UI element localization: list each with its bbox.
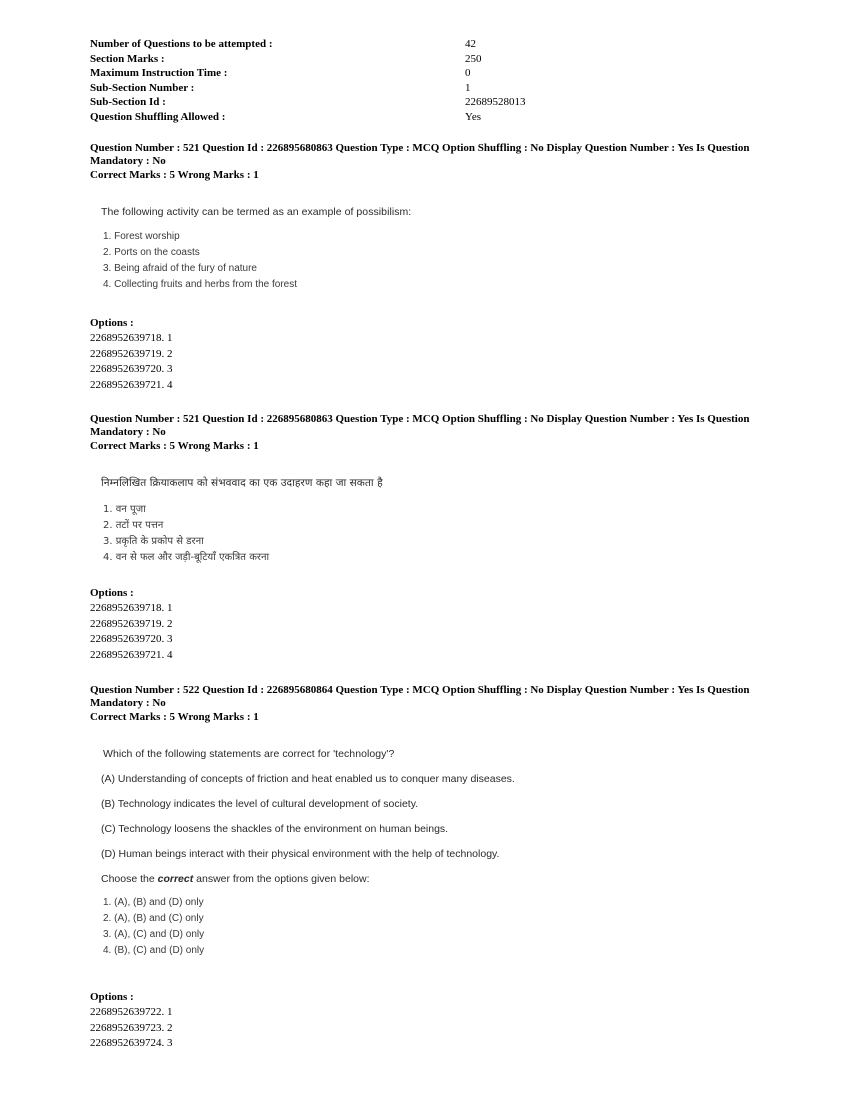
meta-value: Yes: [465, 110, 482, 123]
question-body: [101, 748, 661, 959]
list-item: 3. Being afraid of the fury of nature: [103, 263, 257, 274]
list-item: 2. Ports on the coasts: [103, 247, 200, 258]
meta-value: 250: [465, 52, 482, 65]
meta-row: [90, 81, 790, 96]
statement-c: (C) Technology loosens the shackles of the environment on human beings.: [101, 823, 449, 835]
meta-row: [90, 110, 790, 125]
statement-a: (A) Understanding of concepts of friction and heat enabled us to conquer many diseases.: [101, 773, 515, 785]
meta-label: Number of Questions to be attempted :: [90, 38, 273, 50]
options-label: Options :: [90, 317, 134, 329]
question-marks: Correct Marks : 5 Wrong Marks : 1: [90, 169, 259, 181]
option-item: 2268952639719. 2: [90, 617, 173, 630]
option-item: 2268952639720. 3: [90, 363, 173, 376]
meta-value: 0: [465, 67, 471, 80]
meta-label: Question Shuffling Allowed :: [90, 110, 226, 123]
question-stem: The following activity can be termed as an example of possibilism:: [101, 206, 412, 218]
list-item: 3. (A), (C) and (D) only: [103, 929, 205, 940]
meta-value: 42: [465, 38, 476, 50]
question-marks: Correct Marks : 5 Wrong Marks : 1: [90, 711, 259, 723]
meta-row: [90, 37, 790, 52]
meta-value: 22689528013: [465, 96, 526, 109]
option-item: 2268952639721. 4: [90, 648, 173, 661]
question-header: Question Number : 522 Question Id : 226895680864 Question Type : MCQ Option Shuffling : No Display Question Number : Yes Is Question Mandatory : No: [90, 684, 750, 709]
list-item: 2. (A), (B) and (C) only: [103, 913, 204, 924]
options-label: Options :: [90, 991, 134, 1003]
option-item: 2268952639718. 1: [90, 602, 173, 614]
question-header: Question Number : 521 Question Id : 226895680863 Question Type : MCQ Option Shuffling : No Display Question Number : Yes Is Question Mandatory : No: [90, 142, 750, 167]
options-block: [90, 316, 173, 393]
option-item: 2268952639723. 2: [90, 1021, 173, 1034]
question-stem: निम्नलिखित क्रियाकलाप को संभववाद का एक उदाहरण कहा जा सकता है: [101, 477, 383, 489]
list-item: 4. (B), (C) and (D) only: [103, 945, 205, 956]
question-header-block: [90, 413, 750, 453]
choose-suffix: answer from the options given below:: [193, 873, 370, 885]
list-item: 3. प्रकृति के प्रकोप से डरना: [103, 536, 204, 547]
option-item: 2268952639724. 3: [90, 1037, 173, 1050]
question-header-block: [90, 142, 750, 182]
question-marks: Correct Marks : 5 Wrong Marks : 1: [90, 440, 259, 452]
question-body: [101, 476, 621, 566]
choose-prefix: Choose the: [101, 873, 158, 885]
list-item: 4. Collecting fruits and herbs from the forest: [103, 279, 297, 290]
meta-label: Sub-Section Number :: [90, 81, 195, 94]
choose-instruction: [101, 873, 661, 885]
question-header-block: [90, 684, 750, 724]
options-label: Options :: [90, 587, 134, 599]
options-block: [90, 586, 173, 663]
list-item: 1. Forest worship: [103, 231, 180, 242]
option-item: 2268952639718. 1: [90, 332, 173, 344]
question-item-list: [103, 229, 621, 293]
meta-value: 1: [465, 81, 471, 94]
option-item: 2268952639719. 2: [90, 347, 173, 360]
section-meta-table: [90, 37, 790, 125]
meta-label: Sub-Section Id :: [90, 96, 166, 109]
choose-emphasis: correct: [157, 873, 194, 885]
statement-b: (B) Technology indicates the level of cultural development of society.: [101, 798, 419, 810]
statement-d: (D) Human beings interact with their physical environment with the help of technology.: [101, 848, 500, 860]
question-item-list: [103, 895, 661, 959]
meta-label: Maximum Instruction Time :: [90, 67, 228, 80]
question-body: [101, 206, 621, 293]
meta-row: [90, 66, 790, 81]
option-item: 2268952639720. 3: [90, 633, 173, 646]
list-item: 1. वन पूजा: [103, 504, 146, 515]
option-item: 2268952639721. 4: [90, 378, 173, 391]
list-item: 4. वन से फल और जड़ी-बूटियाँ एकत्रित करना: [103, 552, 270, 563]
meta-row: [90, 52, 790, 67]
list-item: 1. (A), (B) and (D) only: [103, 897, 204, 908]
meta-row: [90, 95, 790, 110]
meta-label: Section Marks :: [90, 52, 165, 65]
question-header: Question Number : 521 Question Id : 226895680863 Question Type : MCQ Option Shuffling : No Display Question Number : Yes Is Question Mandatory : No: [90, 413, 750, 438]
question-item-list: [103, 502, 621, 566]
question-stem: Which of the following statements are correct for 'technology'?: [103, 748, 395, 760]
options-block: [90, 990, 173, 1052]
option-item: 2268952639722. 1: [90, 1006, 173, 1018]
list-item: 2. तटों पर पत्तन: [103, 520, 164, 531]
